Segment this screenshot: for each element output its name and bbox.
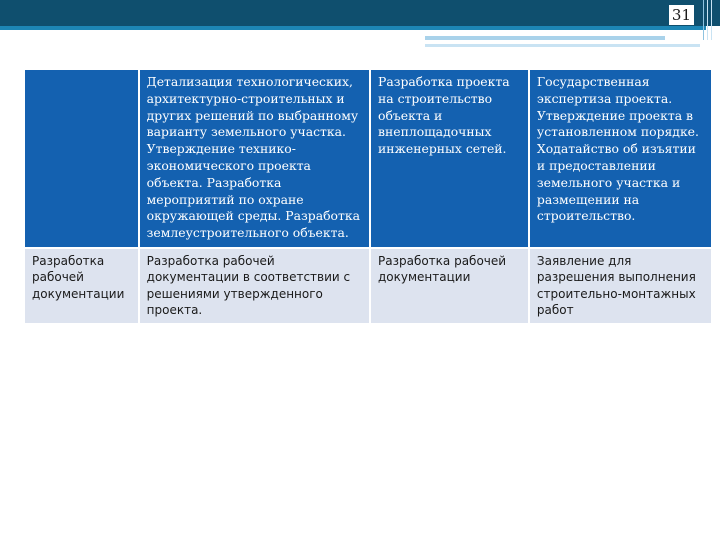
table-cell: Государственная экспертиза проекта. Утверждение проекта в установленном порядке. Ходатайство об изъятии и предоставлении земельного участка и размещении на строительство. <box>530 70 711 247</box>
table-cell: Разработка рабочей документации <box>25 247 140 323</box>
table-cell: Детализация технологических, архитектурно-строительных и других решений по выбранному варианту земельного участка. Утверждение технико-экономического проекта объекта. Разработка мероприятий по охране окружающей среды. Разработка землеустроительного объекта. <box>140 70 371 247</box>
decorative-line <box>425 44 700 47</box>
stages-table <box>25 70 711 323</box>
table-row <box>25 247 711 323</box>
table-cell: Заявление для разрешения выполнения строительно-монтажных работ <box>530 247 711 323</box>
table-cell: Разработка рабочей документации <box>371 247 530 323</box>
page-number: 31 <box>669 5 694 25</box>
header-accent-line <box>0 26 706 30</box>
decorative-vertical-line <box>707 0 708 40</box>
decorative-vertical-line <box>711 0 712 40</box>
decorative-vertical-line <box>703 0 704 40</box>
decorative-line <box>425 36 665 40</box>
table-row <box>25 70 711 247</box>
table-cell: Разработка рабочей документации в соответствии с решениями утвержденного проекта. <box>140 247 371 323</box>
table-cell: Разработка проекта на строительство объекта и внеплощадочных инженерных сетей. <box>371 70 530 247</box>
slide-header-bar <box>0 0 720 26</box>
table-cell <box>25 70 140 247</box>
